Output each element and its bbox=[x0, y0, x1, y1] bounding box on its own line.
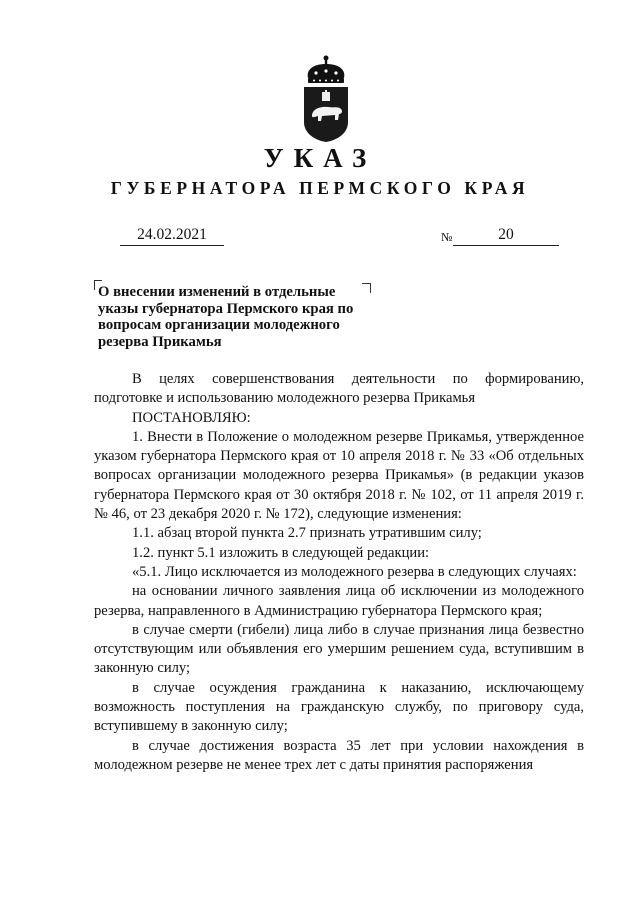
body-paragraph: 1.1. абзац второй пункта 2.7 признать утратившим силу; bbox=[132, 525, 482, 542]
document-title: УКАЗ bbox=[263, 143, 377, 173]
document-subtitle: ГУБЕРНАТОРА ПЕРМСКОГО КРАЯ bbox=[110, 178, 530, 198]
decree-subject: О внесении изменений в отдельные указы губернатора Пермского края по вопросам организации молодежного резерва Прикамья bbox=[98, 284, 354, 350]
body-paragraph: в случае достижения возраста 35 лет при условии нахождения в молодежном резерве не менее трех лет с даты принятия распоряжения bbox=[94, 737, 584, 773]
body-paragraph: 1.2. пункт 5.1 изложить в следующей редакции: bbox=[132, 544, 430, 561]
body-paragraph: «5.1. Лицо исключается из молодежного резерва в следующих случаях: bbox=[132, 563, 577, 580]
decree-number: 20 bbox=[453, 225, 559, 246]
body-paragraph: в случае осуждения гражданина к наказанию, исключающему возможность поступления на гражданскую службу, по приговору суда, вступившему в законную силу; bbox=[94, 679, 584, 735]
body-paragraph: ПОСТАНОВЛЯЮ: bbox=[132, 409, 251, 426]
coat-of-arms-icon bbox=[298, 54, 354, 142]
body-paragraph: 1. Внести в Положение о молодежном резерве Прикамья, утвержденное указом губернатора Пермского края от 10 апреля 2018 г. № 33 «Об отдельных вопросах организации молодежного резерва Прикамья» (в редакции указов губернатора Пермского края от 30 октября 2018 г. № 102, от 11 апреля 2019 г. № 46, от 23 декабря 2020 г. № 172), следующие изменения: bbox=[94, 428, 584, 523]
body-paragraph: на основании личного заявления лица об исключении из молодежного резерва, направленного в Администрацию губернатора Пермского края; bbox=[94, 583, 584, 619]
decree-number-label: № bbox=[441, 230, 453, 244]
body-paragraph: В целях совершенствования деятельности по формированию, подготовке и использованию молодежного резерва Прикамья bbox=[94, 371, 584, 407]
body-paragraph: в случае смерти (гибели) лица либо в случае признания лица безвестно отсутствующим или объявления его умершим решением суда, вступившим в законную силу; bbox=[94, 621, 584, 677]
decree-date: 24.02.2021 bbox=[120, 225, 224, 246]
decree-body bbox=[94, 370, 584, 775]
